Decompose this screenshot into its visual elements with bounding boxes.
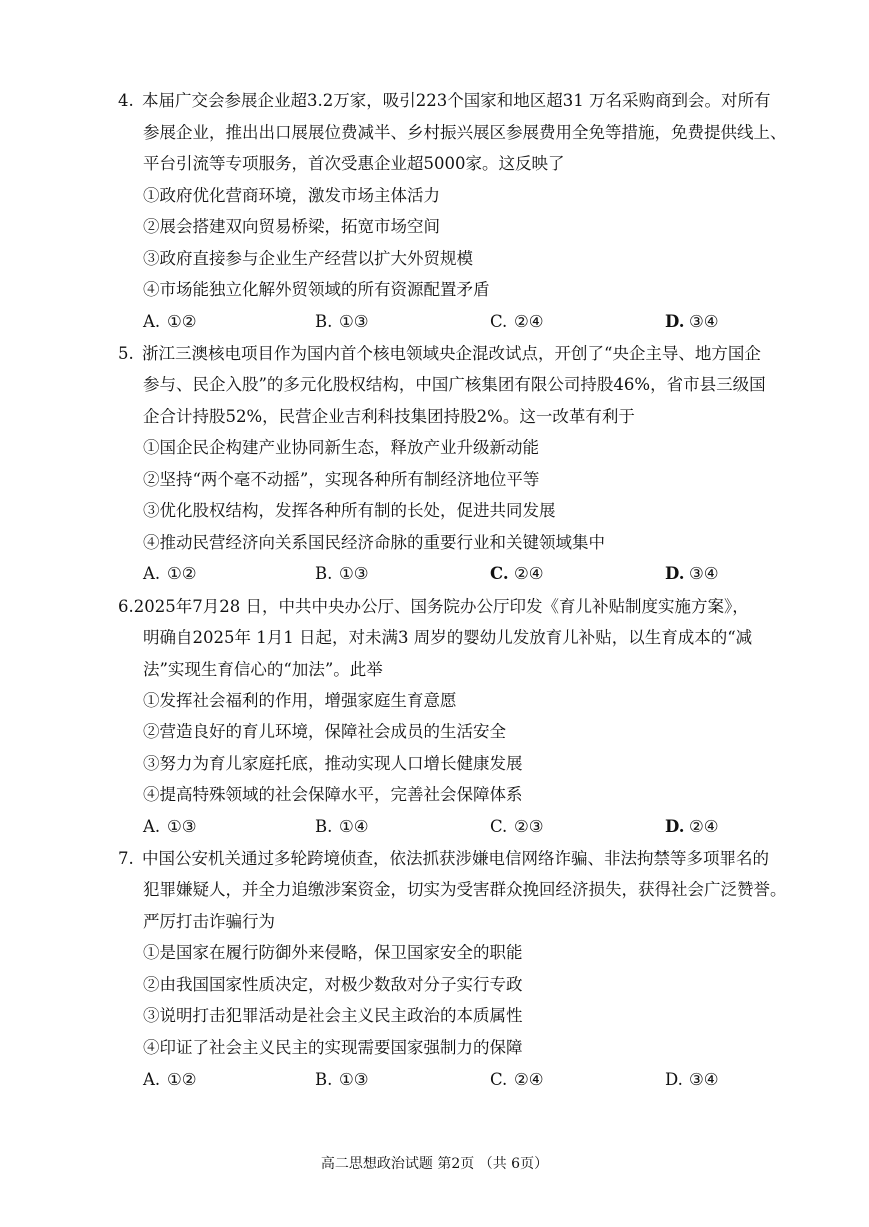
answer-choice-d: D. ③④ [665, 564, 719, 583]
statement-option: ④市场能独立化解外贸领域的所有资源配置矛盾 [143, 280, 490, 299]
statement-option: ④推动民营经济向关系国民经济命脉的重要行业和关键领域集中 [143, 533, 605, 552]
answer-choices [143, 816, 823, 838]
answer-choices [143, 1069, 823, 1091]
question-stem-line: 4. 本届广交会参展企业超3.2万家，吸引223个国家和地区超31 万名采购商到会。对所有 [118, 91, 771, 110]
answer-choice-b: B. ①③ [315, 312, 369, 331]
question-number: 7. [118, 849, 134, 868]
question-stem-line: 平台引流等专项服务，首次受惠企业超5000家。这反映了 [143, 154, 565, 173]
question-stem-line: 犯罪嫌疑人，并全力追缴涉案资金，切实为受害群众挽回经济损失，获得社会广泛赞誉。 [143, 880, 787, 899]
answer-choice-b: B. ①③ [315, 564, 369, 583]
statement-option: ②展会搭建双向贸易桥梁，拓宽市场空间 [143, 217, 440, 236]
answer-choice-b: B. ①③ [315, 1070, 369, 1089]
statement-option: ②由我国国家性质决定，对极少数敌对分子实行专政 [143, 975, 523, 994]
statement-option: ④印证了社会主义民主的实现需要国家强制力的保障 [143, 1038, 523, 1057]
page-footer: 高二思想政治试题 第2页 （共 6页） [320, 1156, 549, 1172]
answer-choice-d: D. ③④ [665, 312, 719, 331]
answer-choice-c: C. ②④ [490, 312, 544, 331]
answer-choice-c: C. ②③ [490, 817, 544, 836]
statement-option: ①政府优化营商环境，激发市场主体活力 [143, 186, 440, 205]
question-stem-line: 5. 浙江三澳核电项目作为国内首个核电领域央企混改试点，开创了“央企主导、地方国企 [118, 344, 761, 363]
question-stem-line: 严厉打击诈骗行为 [143, 912, 275, 931]
answer-choice-d: D. ③④ [665, 1070, 719, 1089]
statement-option: ②营造良好的育儿环境，保障社会成员的生活安全 [143, 722, 506, 741]
question-number: 4. [118, 91, 134, 110]
question-stem-line: 6.2025年7月28 日，中共中央办公厅、国务院办公厅印发《育儿补贴制度实施方案》， [118, 597, 749, 616]
answer-choice-a: A. ①② [143, 1070, 197, 1089]
question-number: 5. [118, 344, 134, 363]
answer-choice-a: A. ①③ [143, 817, 197, 836]
statement-option: ①是国家在履行防御外来侵略，保卫国家安全的职能 [143, 943, 523, 962]
statement-option: ②坚持“两个毫不动摇”，实现各种所有制经济地位平等 [143, 470, 540, 489]
answer-choice-c: C. ②④ [490, 564, 544, 583]
answer-choice-b: B. ①④ [315, 817, 369, 836]
statement-option: ③优化股权结构，发挥各种所有制的长处，促进共同发展 [143, 501, 556, 520]
question-stem-line: 明确自2025年 1月1 日起，对未满3 周岁的婴幼儿发放育儿补贴，以生育成本的“减 [143, 628, 753, 647]
answer-choices [143, 311, 823, 333]
answer-choice-a: A. ①② [143, 312, 197, 331]
statement-option: ①发挥社会福利的作用，增强家庭生育意愿 [143, 691, 457, 710]
question-stem-line: 参与、民企入股”的多元化股权结构，中国广核集团有限公司持股46%，省市县三级国 [143, 375, 766, 394]
question-number: 6. [118, 597, 134, 616]
question-stem-line: 企合计持股52%，民营企业吉利科技集团持股2%。这一改革有利于 [143, 407, 635, 426]
answer-choice-a: A. ①② [143, 564, 197, 583]
statement-option: ③努力为育儿家庭托底，推动实现人口增长健康发展 [143, 754, 523, 773]
statement-option: ③说明打击犯罪活动是社会主义民主政治的本质属性 [143, 1006, 523, 1025]
question-stem-line: 法”实现生育信心的“加法”。此举 [143, 660, 383, 679]
statement-option: ③政府直接参与企业生产经营以扩大外贸规模 [143, 249, 473, 268]
question-stem-line: 7. 中国公安机关通过多轮跨境侦查，依法抓获涉嫌电信网络诈骗、非法拘禁等多项罪名的 [118, 849, 769, 868]
question-stem-line: 参展企业，推出出口展展位费减半、乡村振兴展区参展费用全免等措施，免费提供线上、 [143, 123, 787, 142]
answer-choice-d: D. ②④ [665, 817, 719, 836]
answer-choice-c: C. ②④ [490, 1070, 544, 1089]
statement-option: ①国企民企构建产业协同新生态，释放产业升级新动能 [143, 438, 539, 457]
answer-choices [143, 563, 823, 585]
statement-option: ④提高特殊领域的社会保障水平，完善社会保障体系 [143, 785, 523, 804]
